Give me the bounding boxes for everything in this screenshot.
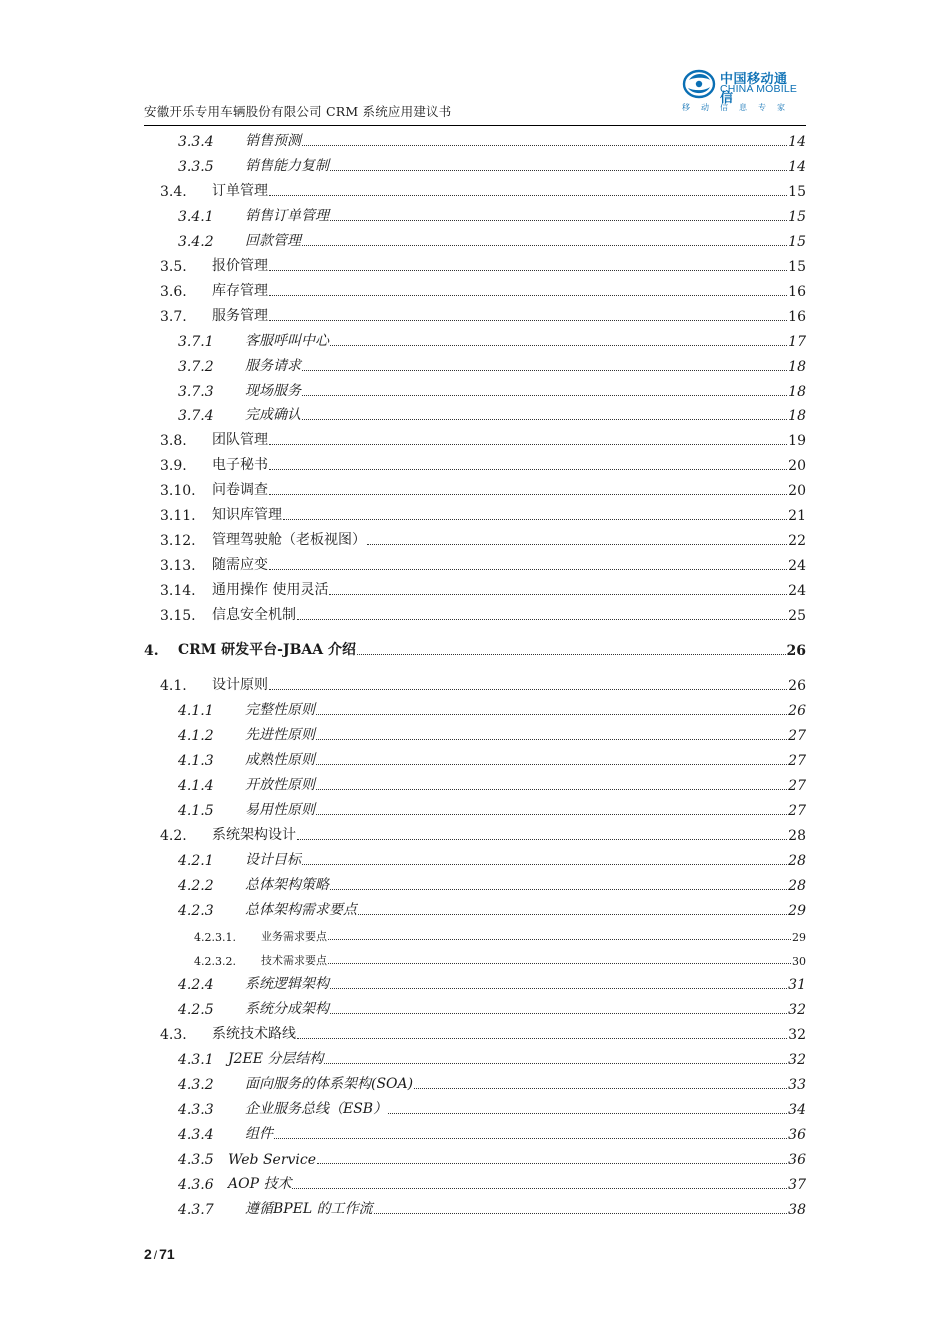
toc-dot-leader [302, 370, 787, 371]
toc-entry-line [212, 305, 806, 325]
toc-entry-line [212, 255, 806, 275]
toc-entry-title: 设计原则 [212, 676, 268, 693]
toc-dot-leader [358, 914, 787, 915]
toc-entry-page: 29 [792, 930, 806, 944]
toc-dot-leader [374, 1213, 787, 1214]
toc-entry-title: 问卷调查 [212, 482, 268, 499]
toc-dot-leader [414, 1088, 787, 1089]
toc-dot-leader [316, 789, 787, 790]
toc-entry[interactable] [144, 178, 806, 203]
toc-entry[interactable] [144, 772, 806, 797]
toc-entry[interactable] [144, 527, 806, 552]
toc-dot-leader [330, 1013, 787, 1014]
toc-entry-title: 总体架构需求要点 [245, 901, 357, 918]
toc-entry-page: 27 [788, 727, 806, 744]
toc-entry-page: 24 [788, 583, 806, 600]
toc-dot-leader [302, 419, 787, 420]
toc-entry-page: 36 [788, 1127, 806, 1144]
toc-entry-page: 27 [788, 752, 806, 769]
toc-dot-leader [367, 544, 787, 545]
toc-entry-title: 订单管理 [212, 182, 268, 199]
toc-entry-page: 27 [788, 802, 806, 819]
toc-dot-leader [302, 395, 787, 396]
toc-dot-leader [330, 988, 787, 989]
toc-entry-number: 3.4.2 [178, 233, 214, 250]
toc-entry-title: 管理驾驶舱（老板视图） [212, 532, 366, 549]
toc-entry-title: 组件 [245, 1126, 273, 1143]
toc-entry-line [245, 1198, 806, 1218]
toc-entry-title: 系统技术路线 [212, 1026, 296, 1043]
toc-entry-number: 3.7.3 [178, 383, 214, 400]
toc-entry[interactable] [144, 477, 806, 502]
toc-entry[interactable] [144, 1171, 806, 1196]
toc-dot-leader [388, 1113, 787, 1114]
toc-entry-page: 14 [788, 158, 806, 175]
toc-entry-page: 28 [788, 877, 806, 894]
toc-entry[interactable] [144, 872, 806, 897]
toc-entry-line [245, 724, 806, 744]
toc-dot-leader [330, 220, 787, 221]
toc-entry-page: 32 [788, 1052, 806, 1069]
toc-entry-page: 34 [788, 1102, 806, 1119]
toc-entry[interactable] [144, 1096, 806, 1121]
toc-entry-number: 4.1.4 [178, 777, 214, 794]
toc-dot-leader [297, 619, 787, 620]
toc-entry-number: 4.1.3 [178, 752, 214, 769]
toc-entry-number: 3.15. [160, 608, 196, 624]
toc-entry-line [228, 1152, 806, 1168]
toc-entry[interactable] [144, 747, 806, 772]
toc-dot-leader [269, 469, 787, 470]
toc-dot-leader [269, 689, 787, 690]
toc-entry-line [228, 1173, 806, 1193]
toc-entry-number: 4.3. [160, 1027, 187, 1044]
toc-dot-leader [328, 939, 791, 940]
toc-entry-page: 30 [792, 955, 806, 969]
toc-entry-page: 15 [788, 183, 806, 200]
toc-entry-number: 4.2.4 [178, 977, 214, 994]
toc-entry-line [245, 205, 806, 225]
toc-entry-page: 26 [786, 643, 806, 659]
toc-entry-title: 面向服务的体系架构(SOA) [245, 1076, 414, 1093]
page-header [144, 64, 806, 126]
toc-entry-number: 3.7.4 [178, 408, 214, 425]
toc-entry-number: 3.4.1 [178, 208, 214, 225]
toc-entry-line [261, 952, 806, 968]
toc-entry-title: 报价管理 [212, 257, 268, 274]
toc-entry-line [245, 749, 806, 769]
toc-entry-number: 3.7.2 [178, 358, 214, 375]
toc-entry-line [245, 230, 806, 250]
toc-entry-line [212, 674, 806, 694]
toc-entry-title: 总体架构策略 [245, 876, 329, 893]
toc-entry-line [212, 824, 806, 844]
toc-entry-number: 4.2.1 [178, 852, 214, 869]
toc-entry[interactable] [144, 203, 806, 228]
toc-entry[interactable] [144, 253, 806, 278]
toc-entry-line [245, 849, 806, 869]
toc-entry[interactable] [144, 996, 806, 1021]
toc-dot-leader [302, 864, 787, 865]
toc-entry-line [245, 355, 806, 375]
china-mobile-logo [682, 66, 800, 114]
toc-entry-number: 3.3.4 [178, 134, 214, 150]
toc-entry-title: 先进性原则 [245, 726, 315, 743]
toc-entry-line [245, 1098, 806, 1118]
toc-entry-page: 36 [788, 1152, 806, 1168]
toc-entry[interactable] [144, 1146, 806, 1171]
toc-entry-title: AOP 技术 [228, 1176, 292, 1192]
toc-entry-line [212, 554, 806, 574]
toc-entry-title: 成熟性原则 [245, 751, 315, 768]
toc-entry-line [228, 1048, 806, 1068]
toc-entry[interactable] [144, 946, 806, 971]
toc-entry-number: 4.3.6 [178, 1177, 214, 1193]
toc-entry-number: 4.2.5 [178, 1002, 214, 1019]
toc-entry-number: 4.1.1 [178, 702, 214, 719]
toc-entry-line [212, 479, 806, 499]
toc-entry-title: 系统架构设计 [212, 826, 296, 843]
toc-entry-title: 回款管理 [245, 232, 301, 249]
toc-entry-page: 33 [788, 1077, 806, 1094]
toc-entry-line [245, 380, 806, 400]
toc-entry-page: 22 [788, 533, 806, 550]
toc-entry-line [212, 454, 806, 474]
toc-entry[interactable] [144, 602, 806, 627]
toc-entry-line [245, 1123, 806, 1143]
logo-slogan: 移动信息专家 [682, 103, 796, 112]
toc-dot-leader [302, 245, 787, 246]
toc-entry[interactable] [144, 697, 806, 722]
page-number-total: 71 [159, 1246, 175, 1262]
toc-dot-leader [269, 270, 787, 271]
toc-entry-page: 26 [788, 702, 806, 719]
toc-entry-title: 知识库管理 [212, 507, 282, 524]
toc-entry-page: 18 [788, 383, 806, 400]
toc-entry-title: 企业服务总线（ESB） [245, 1101, 388, 1118]
toc-entry[interactable] [144, 402, 806, 427]
toc-entry-line [245, 874, 806, 894]
toc-dot-leader [292, 1188, 787, 1189]
toc-entry-title: 销售预测 [245, 133, 301, 149]
toc-entry-number: 3.3.5 [178, 158, 214, 175]
toc-entry-number: 4.1.5 [178, 802, 214, 819]
toc-entry-number: 4.2.2 [178, 877, 214, 894]
toc-entry-page: 24 [788, 558, 806, 575]
toc-entry-title: 销售订单管理 [245, 207, 329, 224]
page-number-current: 2 [144, 1246, 152, 1262]
toc-dot-leader [302, 145, 787, 146]
toc-entry[interactable] [144, 378, 806, 403]
toc-entry-page: 18 [788, 408, 806, 425]
toc-entry-page: 16 [788, 308, 806, 325]
toc-entry[interactable] [144, 128, 806, 153]
toc-entry-page: 14 [788, 134, 806, 150]
toc-entry[interactable] [144, 722, 806, 747]
toc-entry-title: 系统逻辑架构 [245, 976, 329, 993]
toc-entry[interactable] [144, 1021, 806, 1046]
toc-entry-page: 18 [788, 358, 806, 375]
header-divider [144, 125, 806, 126]
toc-entry-page: 31 [788, 977, 806, 994]
toc-entry-number: 4.3.2 [178, 1077, 214, 1094]
toc-entry[interactable] [144, 303, 806, 328]
toc-dot-leader [328, 963, 791, 964]
toc-entry-line [245, 774, 806, 794]
toc-dot-leader [317, 1163, 787, 1164]
toc-entry-number: 4.3.3 [178, 1102, 214, 1119]
toc-entry[interactable] [144, 552, 806, 577]
toc-entry-line [245, 998, 806, 1018]
toc-entry-page: 28 [788, 852, 806, 869]
toc-dot-leader [330, 170, 787, 171]
toc-dot-leader [274, 1138, 787, 1139]
toc-dot-leader [269, 320, 787, 321]
toc-entry[interactable] [144, 637, 806, 662]
toc-entry-number: 3.14. [160, 583, 196, 600]
toc-entry-number: 4.2.3.1. [194, 930, 236, 944]
toc-entry-title: J2EE 分层结构 [228, 1051, 324, 1068]
toc-entry-number: 4.2.3 [178, 902, 214, 919]
toc-dot-leader [316, 739, 787, 740]
toc-entry-line [212, 579, 806, 599]
toc-entry-title: 易用性原则 [245, 801, 315, 818]
toc-entry-line [245, 330, 806, 350]
toc-entry-number: 3.11. [160, 508, 196, 525]
toc-dot-leader [330, 889, 787, 890]
toc-entry[interactable] [144, 278, 806, 303]
toc-entry-title: 技术需求要点 [261, 954, 327, 968]
toc-entry-line [245, 1073, 806, 1093]
toc-entry-number: 4.1.2 [178, 727, 214, 744]
toc-entry-number: 3.7.1 [178, 333, 214, 350]
logo-english-text: CHINA MOBILE [720, 83, 798, 95]
toc-entry-line [212, 529, 806, 549]
toc-entry[interactable] [144, 228, 806, 253]
toc-entry-title: CRM 研发平台-JBAA 介绍 [178, 642, 357, 658]
toc-entry[interactable] [144, 1121, 806, 1146]
toc-entry[interactable] [144, 353, 806, 378]
document-title: 安徽开乐专用车辆股份有限公司 CRM 系统应用建议书 [144, 104, 452, 119]
toc-entry[interactable] [144, 822, 806, 847]
toc-entry-title: 销售能力复制 [245, 157, 329, 174]
toc-entry-line [245, 699, 806, 719]
toc-entry[interactable] [144, 1046, 806, 1071]
toc-entry-number: 4.2.3.2. [194, 955, 236, 969]
toc-entry[interactable] [144, 153, 806, 178]
toc-entry-page: 20 [788, 483, 806, 500]
toc-entry-title: 团队管理 [212, 432, 268, 449]
toc-dot-leader [330, 345, 787, 346]
toc-entry[interactable] [144, 502, 806, 527]
toc-entry-title: 服务请求 [245, 357, 301, 374]
toc-dot-leader [297, 1038, 787, 1039]
toc-entry-page: 19 [788, 433, 806, 450]
toc-entry-number: 3.6. [160, 283, 187, 300]
toc-entry[interactable] [144, 797, 806, 822]
toc-entry-page: 32 [788, 1027, 806, 1044]
china-mobile-emblem-icon [682, 68, 716, 100]
toc-entry-title: 完成确认 [245, 407, 301, 424]
toc-entry-page: 15 [788, 233, 806, 250]
toc-entry-line [212, 180, 806, 200]
toc-entry-title: 开放性原则 [245, 776, 315, 793]
toc-entry-number: 3.13. [160, 558, 196, 575]
toc-entry-page: 15 [788, 208, 806, 225]
toc-entry-page: 28 [788, 827, 806, 844]
toc-entry-number: 3.7. [160, 308, 187, 325]
toc-entry-number: 3.8. [160, 433, 187, 450]
toc-dot-leader [324, 1063, 787, 1064]
toc-dot-leader [269, 295, 787, 296]
toc-entry-number: 3.5. [160, 258, 187, 275]
toc-entry-title: 库存管理 [212, 282, 268, 299]
toc-entry-line [245, 799, 806, 819]
toc-entry-number: 4.1. [160, 677, 187, 694]
toc-entry[interactable] [144, 1196, 806, 1221]
toc-entry-line [178, 639, 806, 659]
toc-entry-page: 16 [788, 283, 806, 300]
toc-entry-number: 3.10. [160, 483, 196, 500]
toc-entry[interactable] [144, 577, 806, 602]
toc-dot-leader [357, 654, 786, 655]
toc-dot-leader [269, 569, 787, 570]
logo-chinese-text: 中国移动通信 [720, 72, 788, 106]
toc-entry[interactable] [144, 922, 806, 947]
toc-entry-title: Web Service [228, 1152, 317, 1168]
toc-dot-leader [329, 594, 787, 595]
toc-dot-leader [269, 494, 787, 495]
toc-entry-page: 17 [788, 333, 806, 350]
toc-entry-page: 29 [788, 902, 806, 919]
toc-entry-page: 25 [788, 608, 806, 624]
toc-entry-line [212, 280, 806, 300]
toc-dot-leader [316, 714, 787, 715]
toc-entry[interactable] [144, 897, 806, 922]
toc-entry-page: 20 [788, 458, 806, 475]
toc-entry-number: 4.2. [160, 827, 187, 844]
toc-entry-line [212, 604, 806, 624]
toc-entry-line [245, 973, 806, 993]
toc-entry-number: 3.12. [160, 533, 196, 550]
toc-entry[interactable] [144, 328, 806, 353]
toc-entry-number: 3.9. [160, 458, 187, 475]
toc-entry-title: 系统分成架构 [245, 1001, 329, 1018]
toc-entry-page: 15 [788, 258, 806, 275]
toc-entry-line [245, 404, 806, 424]
toc-entry-title: 现场服务 [245, 382, 301, 399]
toc-entry-page: 21 [788, 508, 806, 525]
toc-entry-number: 4. [144, 643, 159, 659]
toc-entry-line [245, 155, 806, 175]
toc-entry[interactable] [144, 971, 806, 996]
toc-entry-title: 业务需求要点 [261, 929, 327, 943]
toc-entry-number: 4.3.7 [178, 1201, 214, 1218]
toc-entry-line [245, 130, 806, 150]
toc-dot-leader [269, 444, 787, 445]
toc-entry-number: 3.4. [160, 183, 187, 200]
toc-entry-title: 通用操作 使用灵活 [212, 582, 329, 599]
toc-entry-number: 4.3.5 [178, 1152, 214, 1168]
toc-entry-line [212, 1023, 806, 1043]
toc-entry-page: 32 [788, 1002, 806, 1019]
toc-entry-title: 客服呼叫中心 [245, 332, 329, 349]
toc-entry-page: 38 [788, 1201, 806, 1218]
toc-entry-line [245, 899, 806, 919]
toc-entry-line [212, 429, 806, 449]
toc-entry[interactable] [144, 847, 806, 872]
toc-dot-leader [316, 764, 787, 765]
toc-entry[interactable] [144, 427, 806, 452]
toc-entry-title: 电子秘书 [212, 457, 268, 474]
toc-entry-page: 26 [788, 677, 806, 694]
toc-entry[interactable] [144, 452, 806, 477]
toc-entry-title: 信息安全机制 [212, 607, 296, 623]
toc-dot-leader [297, 839, 787, 840]
toc-entry-number: 4.3.4 [178, 1127, 214, 1144]
toc-entry[interactable] [144, 672, 806, 697]
toc-entry-title: 随需应变 [212, 557, 268, 574]
page-footer: 2 / 71 [144, 1246, 175, 1262]
toc-entry-line [212, 504, 806, 524]
toc-dot-leader [316, 814, 787, 815]
toc-entry-title: 遵循BPEL 的工作流 [245, 1200, 373, 1217]
toc-entry-title: 完整性原则 [245, 701, 315, 718]
toc-entry-number: 4.3.1 [178, 1052, 214, 1069]
toc-entry-line [261, 928, 806, 944]
toc-dot-leader [269, 195, 787, 196]
toc-entry[interactable] [144, 1071, 806, 1096]
toc-entry-title: 设计目标 [245, 851, 301, 868]
toc-entry-title: 服务管理 [212, 307, 268, 324]
toc-entry-page: 37 [788, 1177, 806, 1193]
toc-dot-leader [283, 519, 787, 520]
toc-entry-page: 27 [788, 777, 806, 794]
